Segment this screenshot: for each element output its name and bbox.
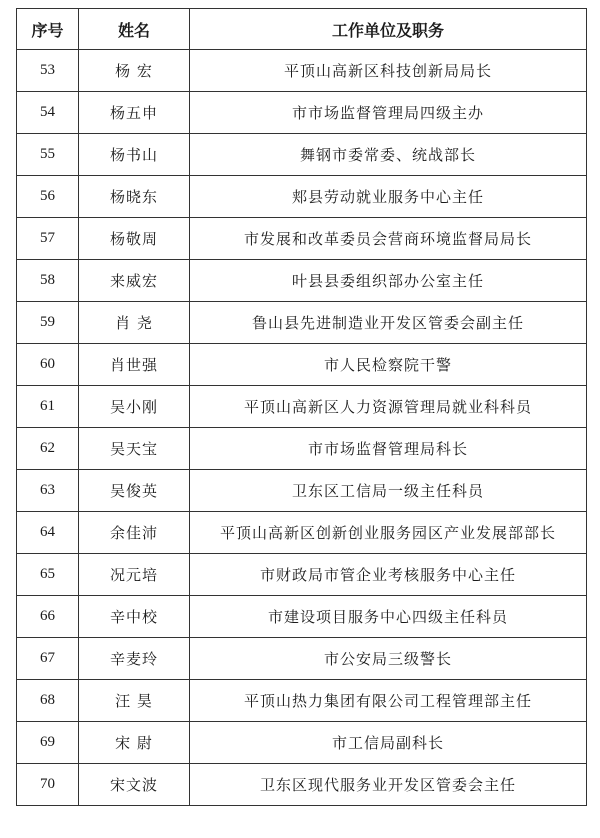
unit-and-post-cell: 卫东区现代服务业开发区管委会主任 bbox=[190, 764, 587, 806]
serial-number-cell: 53 bbox=[17, 50, 79, 92]
table-row bbox=[17, 302, 587, 344]
table-row bbox=[17, 50, 587, 92]
table-row bbox=[17, 554, 587, 596]
table-row bbox=[17, 512, 587, 554]
serial-number-cell: 57 bbox=[17, 218, 79, 260]
table-row bbox=[17, 596, 587, 638]
serial-number-cell: 63 bbox=[17, 470, 79, 512]
table-row bbox=[17, 428, 587, 470]
serial-number-cell: 59 bbox=[17, 302, 79, 344]
name-cell: 吴小刚 bbox=[79, 386, 190, 428]
unit-and-post-cell: 卫东区工信局一级主任科员 bbox=[190, 470, 587, 512]
unit-and-post-cell: 市公安局三级警长 bbox=[190, 638, 587, 680]
serial-number-cell: 54 bbox=[17, 92, 79, 134]
table-row bbox=[17, 218, 587, 260]
unit-and-post-cell: 市市场监督管理局科长 bbox=[190, 428, 587, 470]
roster-table bbox=[16, 8, 587, 806]
serial-number-cell: 56 bbox=[17, 176, 79, 218]
table-header bbox=[17, 9, 587, 50]
table-body bbox=[17, 50, 587, 806]
name-cell: 吴天宝 bbox=[79, 428, 190, 470]
serial-number-cell: 64 bbox=[17, 512, 79, 554]
name-cell: 吴俊英 bbox=[79, 470, 190, 512]
name-cell: 宋 尉 bbox=[79, 722, 190, 764]
serial-number-cell: 66 bbox=[17, 596, 79, 638]
name-cell: 辛中校 bbox=[79, 596, 190, 638]
serial-number-cell: 67 bbox=[17, 638, 79, 680]
serial-number-cell: 60 bbox=[17, 344, 79, 386]
table-row bbox=[17, 134, 587, 176]
serial-number-cell: 55 bbox=[17, 134, 79, 176]
serial-number-cell: 70 bbox=[17, 764, 79, 806]
serial-number-cell: 62 bbox=[17, 428, 79, 470]
serial-number-cell: 69 bbox=[17, 722, 79, 764]
unit-and-post-cell: 市市场监督管理局四级主办 bbox=[190, 92, 587, 134]
table-row bbox=[17, 680, 587, 722]
name-cell: 肖 尧 bbox=[79, 302, 190, 344]
unit-and-post-cell: 市工信局副科长 bbox=[190, 722, 587, 764]
unit-and-post-cell: 平顶山高新区创新创业服务园区产业发展部部长 bbox=[190, 512, 587, 554]
unit-and-post-cell: 平顶山热力集团有限公司工程管理部主任 bbox=[190, 680, 587, 722]
table-row bbox=[17, 470, 587, 512]
unit-and-post-cell: 平顶山高新区人力资源管理局就业科科员 bbox=[190, 386, 587, 428]
header-name: 姓名 bbox=[79, 9, 190, 50]
header-row bbox=[17, 9, 587, 50]
name-cell: 余佳沛 bbox=[79, 512, 190, 554]
name-cell: 杨敬周 bbox=[79, 218, 190, 260]
table-row bbox=[17, 260, 587, 302]
name-cell: 杨五申 bbox=[79, 92, 190, 134]
header-serial-number: 序号 bbox=[17, 9, 79, 50]
name-cell: 辛麦玲 bbox=[79, 638, 190, 680]
unit-and-post-cell: 平顶山高新区科技创新局局长 bbox=[190, 50, 587, 92]
serial-number-cell: 58 bbox=[17, 260, 79, 302]
table-row bbox=[17, 344, 587, 386]
header-unit-and-post: 工作单位及职务 bbox=[190, 9, 587, 50]
name-cell: 杨书山 bbox=[79, 134, 190, 176]
serial-number-cell: 68 bbox=[17, 680, 79, 722]
name-cell: 肖世强 bbox=[79, 344, 190, 386]
table-row bbox=[17, 638, 587, 680]
name-cell: 杨 宏 bbox=[79, 50, 190, 92]
name-cell: 来威宏 bbox=[79, 260, 190, 302]
serial-number-cell: 65 bbox=[17, 554, 79, 596]
name-cell: 宋文波 bbox=[79, 764, 190, 806]
table-row bbox=[17, 386, 587, 428]
unit-and-post-cell: 郏县劳动就业服务中心主任 bbox=[190, 176, 587, 218]
table-row bbox=[17, 92, 587, 134]
name-cell: 况元培 bbox=[79, 554, 190, 596]
name-cell: 杨晓东 bbox=[79, 176, 190, 218]
unit-and-post-cell: 鲁山县先进制造业开发区管委会副主任 bbox=[190, 302, 587, 344]
unit-and-post-cell: 市建设项目服务中心四级主任科员 bbox=[190, 596, 587, 638]
unit-and-post-cell: 市财政局市管企业考核服务中心主任 bbox=[190, 554, 587, 596]
table-row bbox=[17, 764, 587, 806]
unit-and-post-cell: 舞钢市委常委、统战部长 bbox=[190, 134, 587, 176]
unit-and-post-cell: 市发展和改革委员会营商环境监督局局长 bbox=[190, 218, 587, 260]
unit-and-post-cell: 市人民检察院干警 bbox=[190, 344, 587, 386]
table-row bbox=[17, 176, 587, 218]
name-cell: 汪 昊 bbox=[79, 680, 190, 722]
unit-and-post-cell: 叶县县委组织部办公室主任 bbox=[190, 260, 587, 302]
serial-number-cell: 61 bbox=[17, 386, 79, 428]
table-row bbox=[17, 722, 587, 764]
